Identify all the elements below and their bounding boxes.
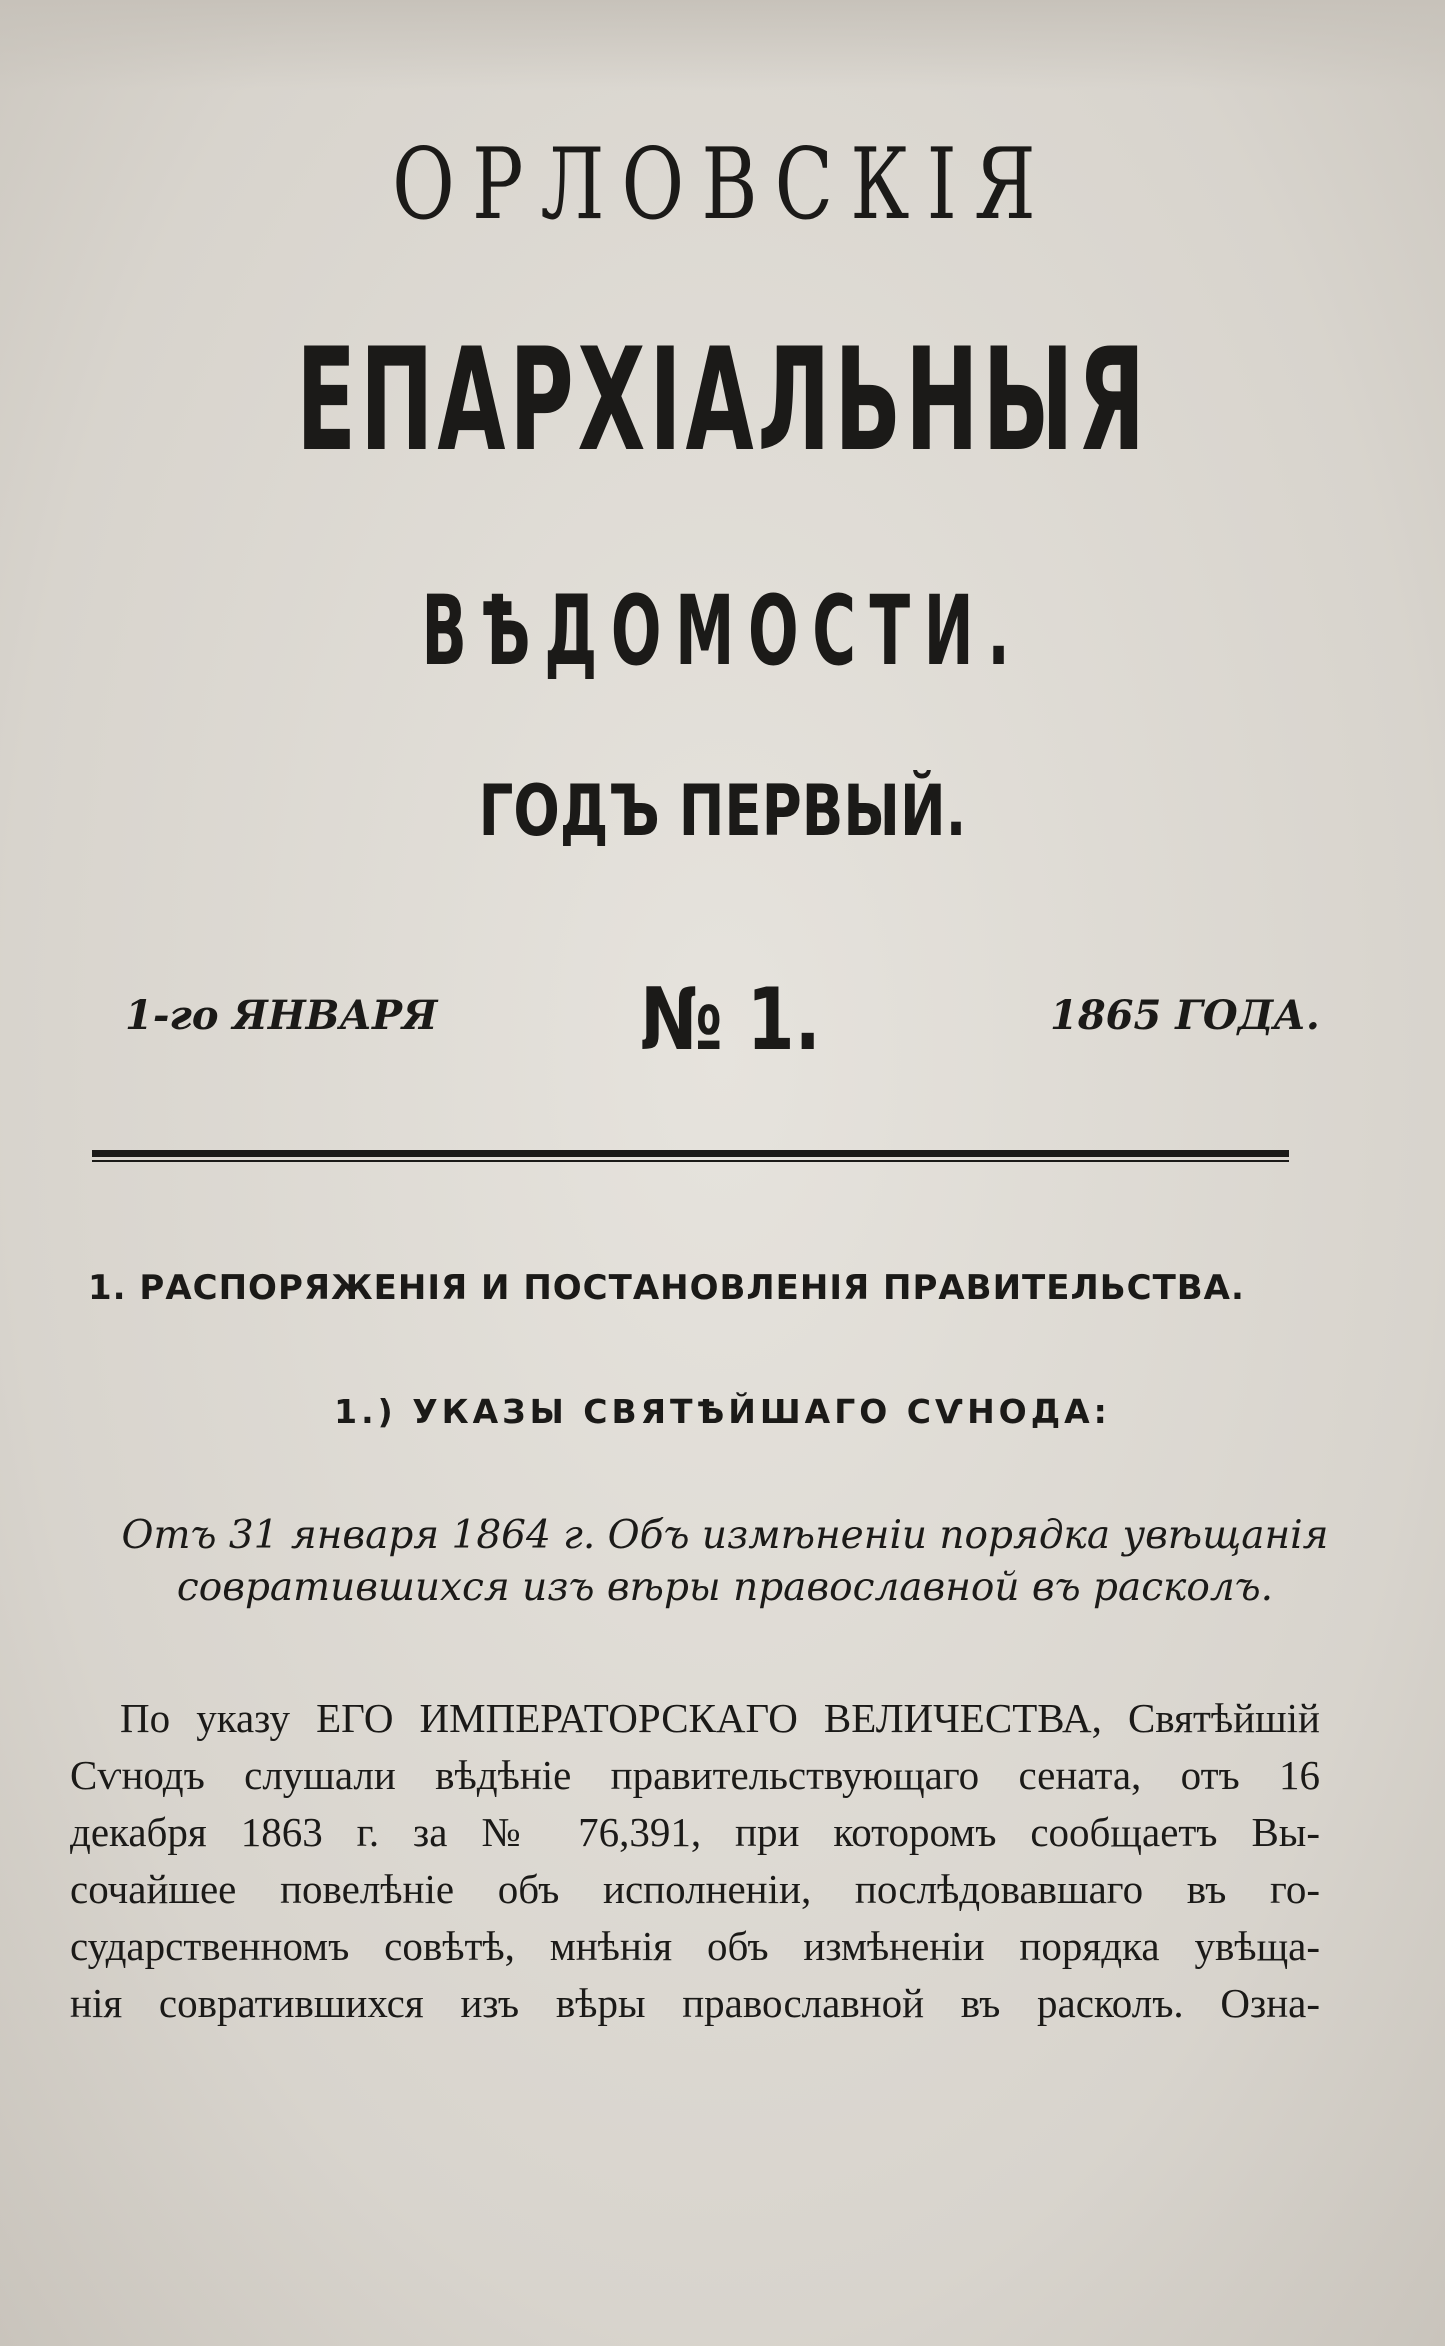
issue-number: № 1.	[640, 970, 821, 1070]
separator-rule-thick	[92, 1150, 1289, 1157]
separator-rule-thin	[92, 1160, 1289, 1162]
decree-title	[100, 1510, 1350, 1614]
section-heading: 1. РАСПОРЯЖЕНІЯ И ПОСТАНОВЛЕНІЯ ПРАВИТЕЛЬСТВА.	[88, 1268, 1245, 1308]
masthead-title-line1: ОРЛОВСКІЯ	[392, 128, 1053, 242]
subsection-heading: 1.) УКАЗЫ СВЯТѢЙШАГО СѴНОДА:	[334, 1392, 1111, 1431]
year-label: ГОДЪ ПЕРВЫЙ.	[478, 770, 967, 852]
body-line: нія совратившихся изъ вѣры православной въ расколъ. Озна-	[70, 1980, 1320, 2026]
issue-info-row	[0, 970, 1445, 1080]
body-line: По указу ЕГО ИМПЕРАТОРСКАГО ВЕЛИЧЕСТВА, Святѣйшій	[120, 1695, 1320, 1741]
body-line: сударственномъ совѣтѣ, мнѣнія объ измѣненіи порядка увѣща-	[70, 1923, 1320, 1969]
body-line: декабря 1863 г. за № 76,391, при которомъ сообщаетъ Вы-	[70, 1809, 1320, 1855]
body-line: сочайшее повелѣніе объ исполненіи, послѣдовавшаго въ го-	[70, 1866, 1320, 1912]
body-line: Сѵнодъ слушали вѣдѣніе правительствующаго сената, отъ 16	[70, 1752, 1320, 1798]
issue-date: 1-го ЯНВАРЯ	[125, 992, 438, 1039]
decree-title-line: совратившихся изъ вѣры православной въ расколъ.	[176, 1565, 1274, 1610]
decree-title-line: Отъ 31 января 1864 г. Объ измѣненіи порядка увѣщанія	[121, 1513, 1329, 1558]
issue-year: 1865 ГОДА.	[1050, 992, 1320, 1039]
masthead-title-line3: ВѢДОМОСТИ.	[421, 575, 1024, 687]
masthead-title-line2: ЕПАРХІАЛЬНЫЯ	[296, 318, 1149, 483]
body-text	[70, 1690, 1320, 2032]
